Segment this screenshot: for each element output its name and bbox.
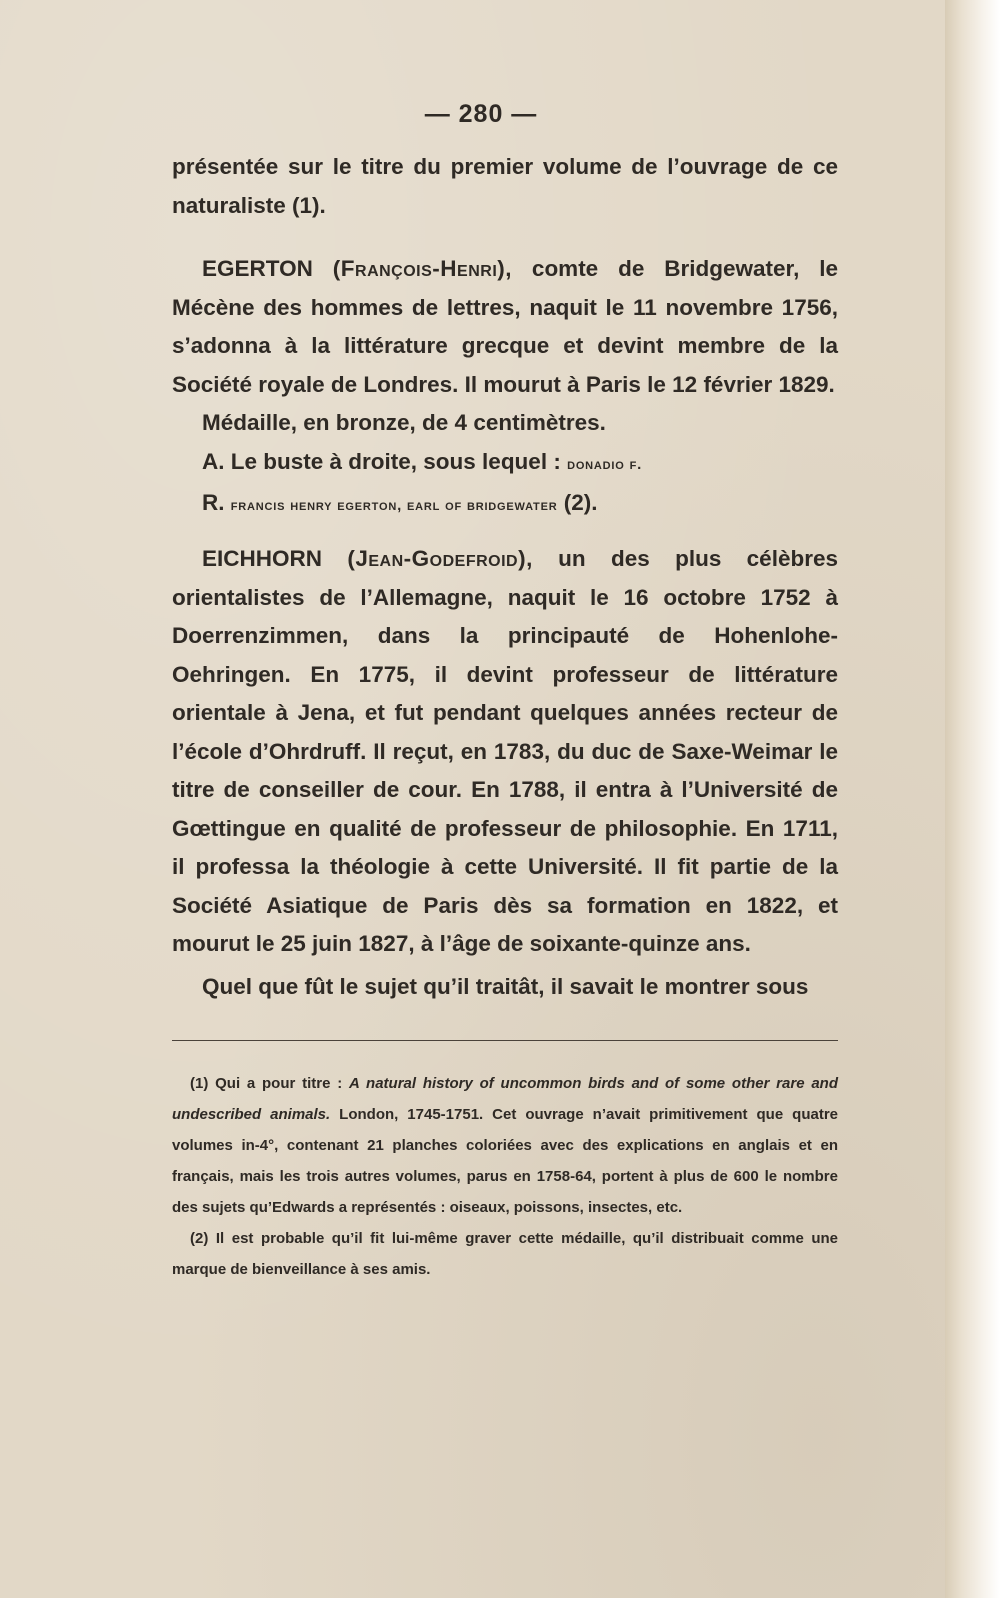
footnote-1-lead: Qui a pour titre : <box>208 1075 349 1092</box>
footnote-1-text: London, 1745-1751. Cet ouvrage n’avait primitivement que quatre volumes in-4°, contenant 21 planches coloriées avec des explications en anglais et en français, mais les trois autres volumes, parus en 1758-64, portent à plus de 600 le nombre des sujets qu’Edwards a représentés : oiseaux, poissons, insectes, etc. <box>172 1106 838 1216</box>
entry-eichhorn-name: EICHHORN <box>202 546 323 571</box>
medal-obverse <box>172 443 838 485</box>
entry-eichhorn <box>172 540 838 964</box>
entry-egerton <box>172 250 838 526</box>
medal-description: Médaille, en bronze, de 4 centimètres. <box>202 410 606 435</box>
medal-reverse-label: R. <box>202 490 225 515</box>
entry-egerton-text: comte de Bridgewater, le Mécène des hommes de lettres, naquit le 11 novembre 1756, s’adonna à la littérature grecque et devint membre de la Société royale de Londres. Il mourut à Paris le 12 février 1829. <box>172 256 838 397</box>
footnote-2-text: Il est probable qu’il fit lui-même graver cette médaille, qu’il distribuait comme une marque de bienveillance à ses amis. <box>172 1230 838 1278</box>
paragraph-continuation <box>172 148 838 225</box>
footnotes <box>172 1068 838 1285</box>
paragraph-last <box>172 968 838 1007</box>
medal-obverse-text: Le buste à droite, sous lequel : <box>224 448 568 474</box>
entry-eichhorn-body <box>172 540 838 964</box>
footnote-1-marker: (1) <box>190 1075 209 1092</box>
paragraph-text: présentée sur le titre du premier volume de l’ouvrage de ce naturaliste (1). <box>172 154 838 218</box>
entry-eichhorn-text: un des plus célèbres orientalistes de l’Allemagne, naquit le 16 octobre 1752 à Doerrenzimmen, dans la principauté de Hohenlohe-Oehringen. En 1775, il devint professeur de littérature orientale à Jena, et fut pendant quelques années recteur de l’école d’Ohrdruff. Il reçut, en 1783, du duc de Saxe-Weimar le titre de conseiller de cour. En 1788, il entra à l’Université de Gœttingue en qualité de professeur de philosophie. En 1711, il professa la théologie à cette Université. Il fit partie de la Société Asiatique de Paris dès sa formation en 1822, et mourut le 25 juin 1827, à l’âge de soixante-quinze ans. <box>172 546 838 956</box>
paragraph-last-text: Quel que fût le sujet qu’il traitât, il savait le montrer sous <box>202 974 809 999</box>
footnote-2 <box>172 1223 838 1285</box>
page-edge-shadow <box>945 0 1000 1598</box>
footnote-1-title: A natural history of uncommon birds and of some other rare and undescribed animals. <box>172 1075 838 1123</box>
entry-egerton-body <box>172 250 838 404</box>
entry-egerton-name: EGERTON <box>202 256 313 281</box>
medal-reverse-note: (2). <box>557 490 598 515</box>
medal-obverse-label: A. <box>202 448 225 474</box>
medal-reverse-inscription: francis henry egerton, earl of bridgewater <box>230 497 558 514</box>
entry-eichhorn-given-names: (Jean-Godefroid), <box>347 546 533 571</box>
footnote-divider <box>172 1040 838 1041</box>
footnote-2-marker: (2) <box>190 1230 209 1247</box>
entry-egerton-given-names: (François-Henri), <box>332 256 513 281</box>
footnote-1 <box>172 1068 838 1223</box>
medal-reverse <box>172 484 838 526</box>
medal-obverse-signature: donadio f. <box>567 455 643 473</box>
page-number: — 280 — <box>424 100 538 128</box>
